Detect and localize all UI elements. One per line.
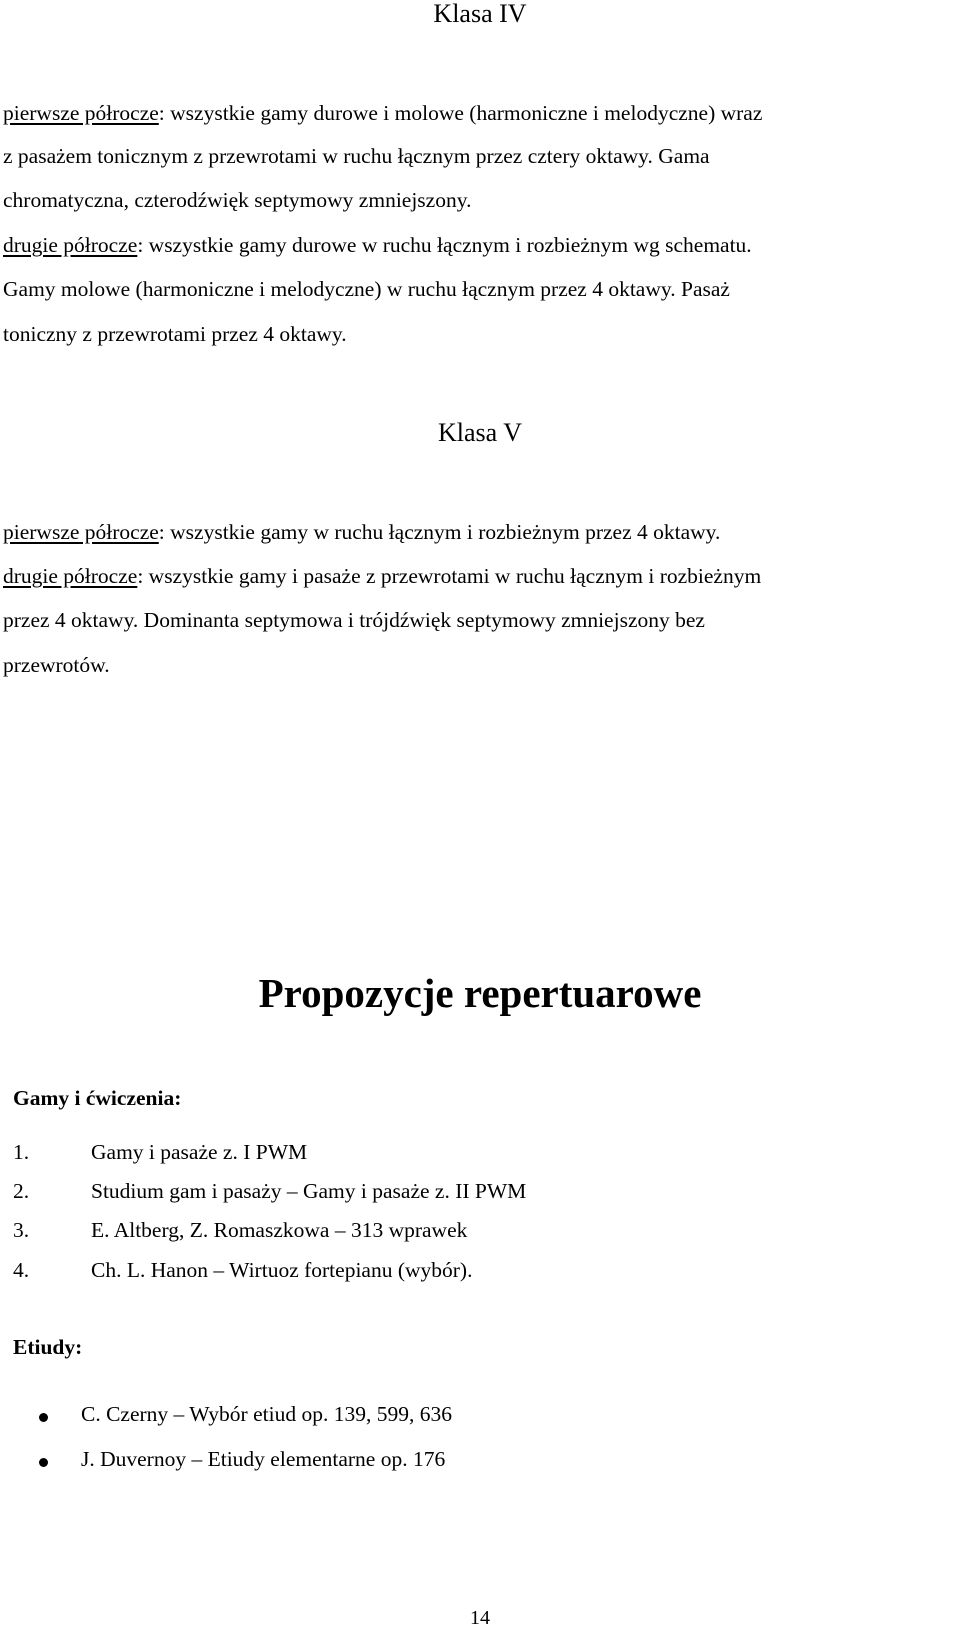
list-item: Studium gam i pasaży – Gamy i pasaże z. II PWM [91,1179,527,1203]
repertoire-title: Propozycje repertuarowe [258,970,702,1016]
paragraph-text: : wszystkie gamy w ruchu łącznym i rozbieżnym przez 4 oktawy. [158,520,721,544]
klasa-v-second-semester-line-1 [3,566,761,588]
klasa-v-first-semester-line-1 [3,522,720,544]
scales-exercises-heading: Gamy i ćwiczenia: [13,1086,182,1110]
klasa-iv-heading: Klasa IV [433,0,527,28]
klasa-iv-first-semester-line-1 [3,103,762,125]
page-number: 14 [470,1607,490,1629]
second-semester-label: drugie półrocze [3,564,138,588]
etudes-heading: Etiudy: [13,1335,83,1359]
bullet-icon [39,1413,48,1422]
list-item: C. Czerny – Wybór etiud op. 139, 599, 636 [81,1402,452,1426]
klasa-iv-second-semester-line-1 [3,235,752,257]
list-item-number: 1. [13,1140,30,1164]
first-semester-label: pierwsze półrocze [3,101,159,125]
first-semester-label: pierwsze półrocze [3,520,159,544]
second-semester-label: drugie półrocze [3,233,138,257]
list-item: Gamy i pasaże z. I PWM [91,1140,308,1164]
paragraph-text: : wszystkie gamy i pasaże z przewrotami w ruchu łącznym i rozbieżnym [137,564,762,588]
paragraph-text: : wszystkie gamy durowe i molowe (harmoniczne i melodyczne) wraz [158,101,763,125]
klasa-v-heading: Klasa V [437,418,522,447]
klasa-iv-first-semester-line-2: z pasażem tonicznym z przewrotami w ruchu łącznym przez cztery oktawy. Gama [3,144,710,168]
list-item: E. Altberg, Z. Romaszkowa – 313 wprawek [91,1218,468,1242]
klasa-iv-second-semester-line-3: toniczny z przewrotami przez 4 oktawy. [3,322,347,346]
klasa-iv-second-semester-line-2: Gamy molowe (harmoniczne i melodyczne) w ruchu łącznym przez 4 oktawy. Pasaż [3,277,730,301]
klasa-v-second-semester-line-3: przewrotów. [3,653,110,677]
list-item: J. Duvernoy – Etiudy elementarne op. 176 [81,1447,446,1471]
paragraph-text: : wszystkie gamy durowe w ruchu łącznym i rozbieżnym wg schematu. [137,233,752,257]
list-item: Ch. L. Hanon – Wirtuoz fortepianu (wybór). [91,1258,473,1282]
klasa-iv-first-semester-line-3: chromatyczna, czterodźwięk septymowy zmniejszony. [3,188,472,212]
bullet-icon [39,1458,48,1467]
klasa-v-second-semester-line-2: przez 4 oktawy. Dominanta septymowa i trójdźwięk septymowy zmniejszony bez [3,608,705,632]
list-item-number: 2. [13,1179,30,1203]
list-item-number: 3. [13,1218,30,1242]
list-item-number: 4. [13,1258,30,1282]
